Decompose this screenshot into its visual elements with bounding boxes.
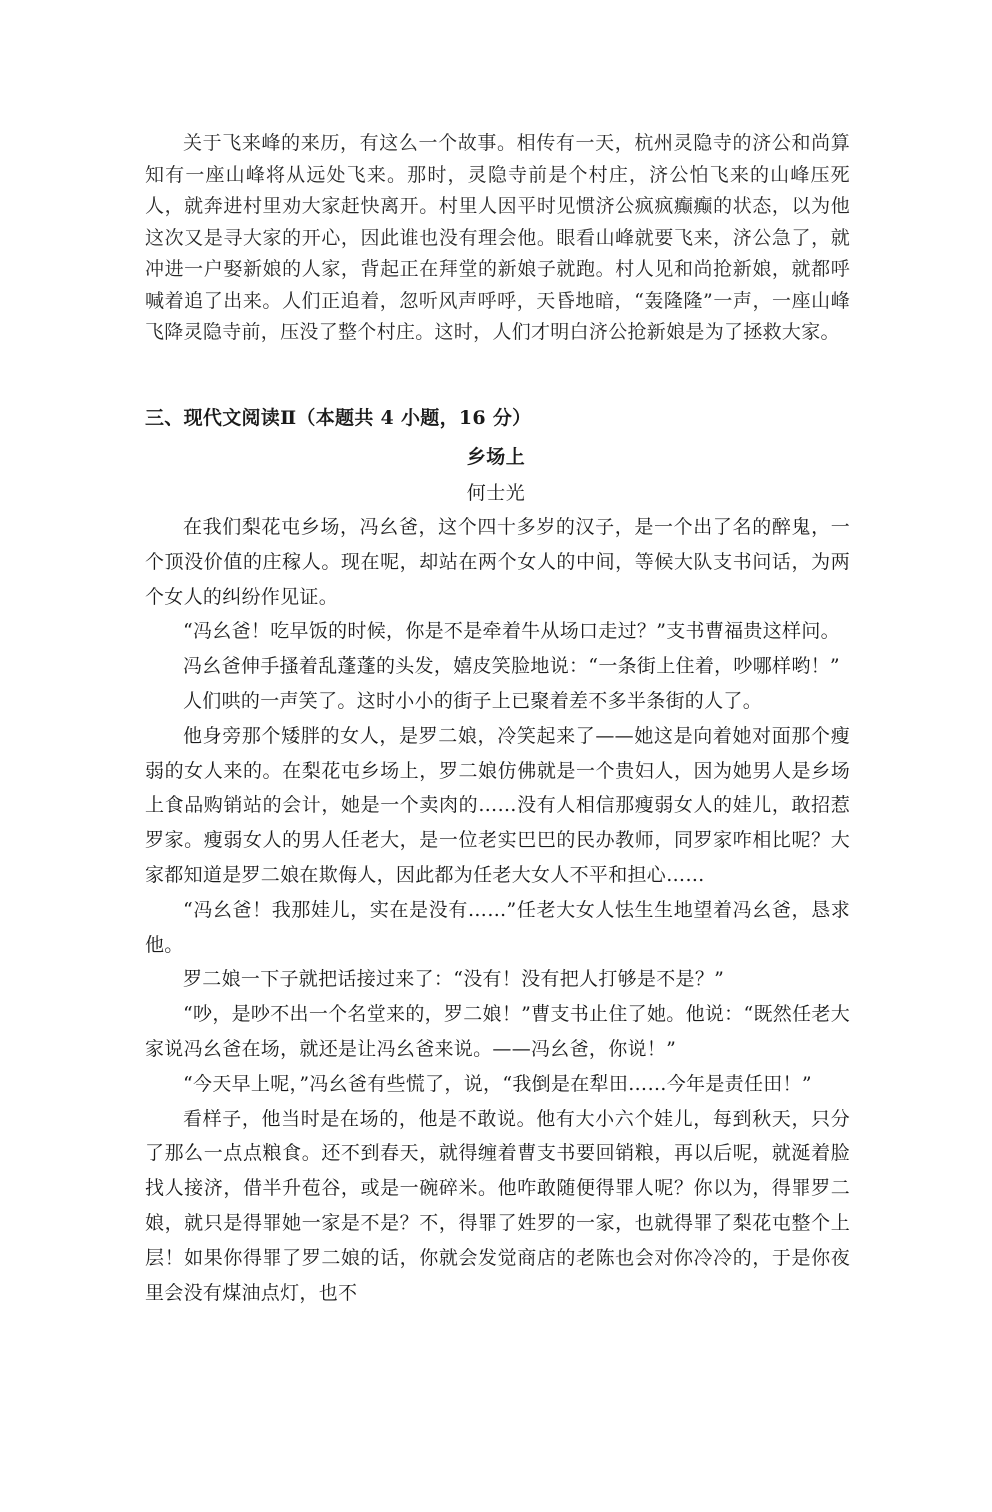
article-title: 乡场上	[466, 446, 526, 468]
article-body	[145, 510, 850, 1310]
article-paragraph: “今天早上呢，”冯幺爸有些慌了，说，“我倒是在犁田……今年是责任田！”	[183, 1072, 812, 1095]
story-paragraph: 关于飞来峰的来历，有这么一个故事。相传有一天，杭州灵隐寺的济公和尚算知有一座山峰将从远处飞来。那时，灵隐寺前是个村庄，济公怕飞来的山峰压死人，就奔进村里劝大家赶快离开。村里人因平时见惯济公疯疯癫癫的状态，以为他这次又是寻大家的开心，因此谁也没有理会他。眼看山峰就要飞来，济公急了，就冲进一户娶新娘的人家，背起正在拜堂的新娘子就跑。村人见和尚抢新娘，就都呼喊着追了出来。人们正追着，忽听风声呼呼，天昏地暗，“轰隆隆”一声，一座山峰飞降灵隐寺前，压没了整个村庄。这时，人们才明白济公抢新娘是为了拯救大家。	[145, 132, 850, 343]
article-paragraph: 看样子，他当时是在场的，他是不敢说。他有大小六个娃儿，每到秋天，只分了那么一点点粮食。还不到春天，就得缠着曹支书要回销粮，再以后呢，就涎着脸找人接济，借半升苞谷，或是一碗碎米。他咋敢随便得罪人呢？你以为，得罪罗二娘，就只是得罪她一家是不是？不，得罪了姓罗的一家，也就得罪了梨花屯整个上层！如果你得罪了罗二娘的话，你就会发觉商店的老陈也会对你冷冷的，于是你夜里会没有煤油点灯，也不	[145, 1107, 850, 1304]
article-paragraph: 在我们梨花屯乡场，冯幺爸，这个四十多岁的汉子，是一个出了名的醉鬼，一个顶没价值的庄稼人。现在呢，却站在两个女人的中间，等候大队支书问话，为两个女人的纠纷作见证。	[145, 516, 850, 608]
article-paragraph: 他身旁那个矮胖的女人，是罗二娘，冷笑起来了——她这是向着她对面那个瘦弱的女人来的。在梨花屯乡场上，罗二娘仿佛就是一个贵妇人，因为她男人是乡场上食品购销站的会计，她是一个卖肉的……没有人相信那瘦弱女人的娃儿，敢招惹罗家。瘦弱女人的男人任老大，是一位老实巴巴的民办教师，同罗家咋相比呢？大家都知道是罗二娘在欺侮人，因此都为任老大女人不平和担心……	[145, 724, 850, 886]
article-paragraph: “冯幺爸！我那娃儿，实在是没有……”任老大女人怯生生地望着冯幺爸，恳求他。	[145, 898, 850, 956]
article-paragraph: 冯幺爸伸手搔着乱蓬蓬的头发，嬉皮笑脸地说：“一条街上住着，吵哪样哟！”	[183, 655, 840, 678]
section-heading: 三、现代文阅读Ⅱ（本题共 4 小题，16 分）	[145, 407, 532, 429]
article-paragraph: “吵，是吵不出一个名堂来的，罗二娘！”曹支书止住了她。他说：“既然任老大家说冯幺爸在场，就还是让冯幺爸来说。——冯幺爸，你说！”	[145, 1003, 850, 1060]
article-paragraph: “冯幺爸！吃早饭的时候，你是不是牵着牛从场口走过？”支书曹福贵这样问。	[183, 620, 840, 643]
article-paragraph: 罗二娘一下子就把话接过来了：“没有！没有把人打够是不是？”	[183, 968, 725, 991]
article-author: 何士光	[466, 482, 526, 504]
story-passage	[145, 128, 850, 349]
article-paragraph: 人们哄的一声笑了。这时小小的街子上已聚着差不多半条街的人了。	[183, 689, 763, 712]
